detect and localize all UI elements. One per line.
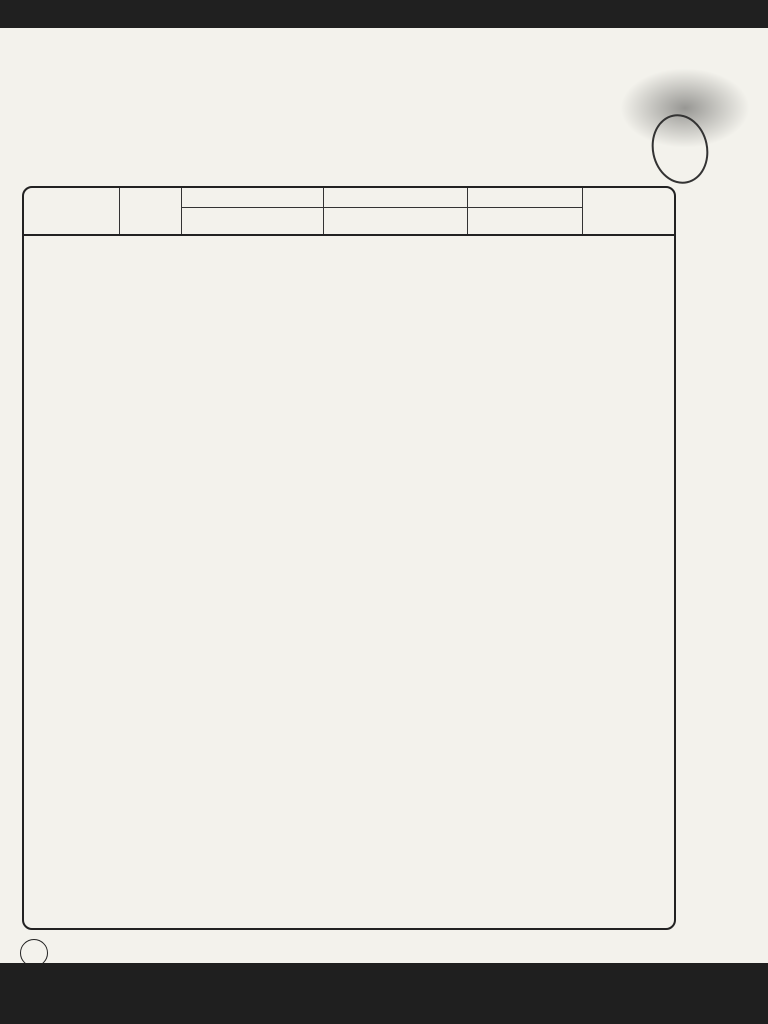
table-body [24, 236, 674, 928]
table-header [24, 188, 674, 236]
divider [467, 188, 468, 234]
divider [181, 207, 582, 208]
document-page [0, 28, 768, 963]
divider [119, 188, 120, 234]
divider [323, 188, 324, 234]
pipe-spec-table [22, 186, 676, 930]
divider [582, 188, 583, 234]
dark-background [0, 963, 768, 1024]
divider [181, 188, 182, 234]
